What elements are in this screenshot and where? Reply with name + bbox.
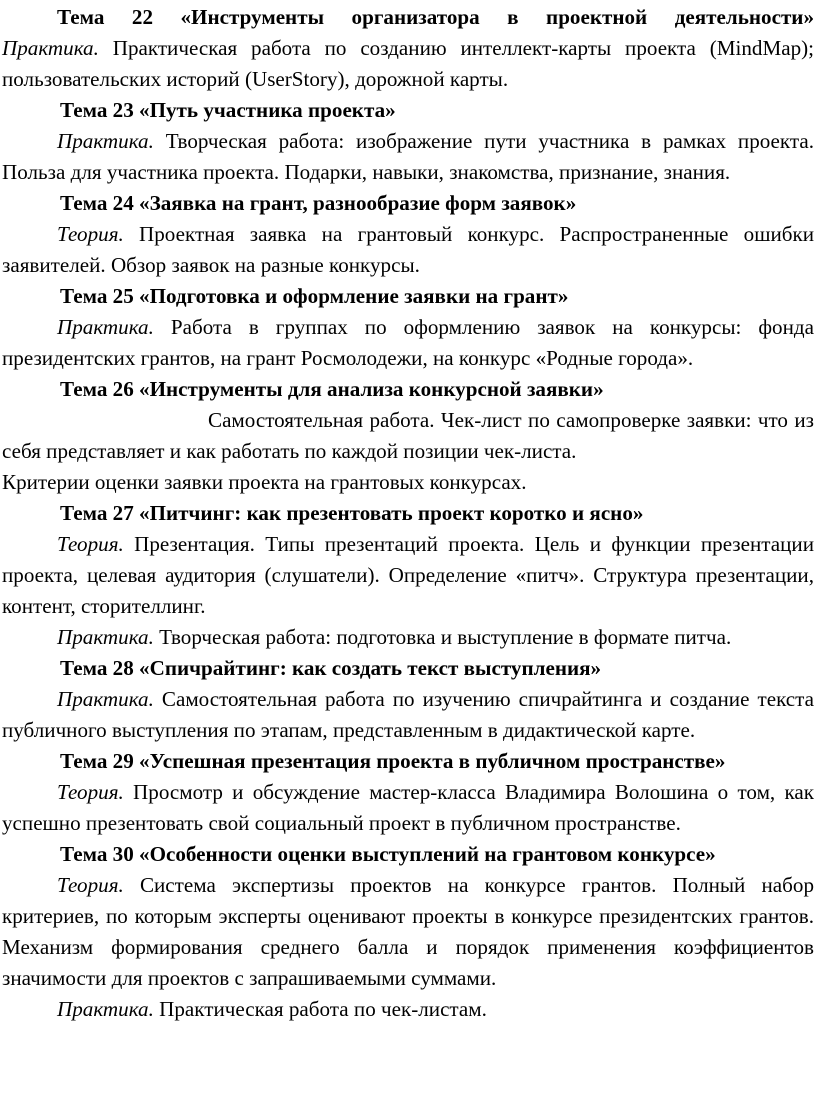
practice-label: Практика. xyxy=(57,997,154,1021)
practice-text: Творческая работа: изображение пути участника в рамках проекта. Польза для участника проекта. Подарки, навыки, знакомства, признание, знания. xyxy=(2,129,814,184)
theory-text: Презентация. Типы презентаций проекта. Цель и функции презентации проекта, целевая аудитория (слушатели). Определение «питч». Структура презентации, контент, сторителлинг. xyxy=(2,532,814,618)
topic-25-practice xyxy=(2,312,814,374)
practice-label: Практика. xyxy=(57,129,154,153)
theory-label: Теория. xyxy=(57,222,124,246)
theory-label: Теория. xyxy=(57,780,124,804)
topic-30-theory xyxy=(2,870,814,994)
topic-28-title: Тема 28 «Спичрайтинг: как создать текст выступления» xyxy=(60,656,602,680)
topic-26-title: Тема 26 «Инструменты для анализа конкурсной заявки» xyxy=(60,377,604,401)
topic-26-text-1: Самостоятельная работа. Чек-лист по самопроверке заявки: что из себя представляет и как работать по каждой позиции чек-листа. xyxy=(2,408,814,463)
topic-28-practice xyxy=(2,684,814,746)
practice-text: Работа в группах по оформлению заявок на конкурсы: фонда президентских грантов, на грант Росмолодежи, на конкурс «Родные города». xyxy=(2,315,814,370)
topic-23-practice xyxy=(2,126,814,188)
topic-22-title: Тема 22 «Инструменты организатора в проектной деятельности» xyxy=(57,5,814,29)
topic-30-practice xyxy=(2,994,814,1025)
topic-27-theory xyxy=(2,529,814,622)
topic-25-title: Тема 25 «Подготовка и оформление заявки на грант» xyxy=(60,284,569,308)
theory-text: Система экспертизы проектов на конкурсе грантов. Полный набор критериев, по которым эксперты оценивают проекты в конкурсе президентских грантов. Механизм формирования среднего балла и порядок применения коэффициентов значимости для проектов с запрашиваемыми суммами. xyxy=(2,873,814,990)
practice-label: Практика. xyxy=(2,36,99,60)
theory-text: Просмотр и обсуждение мастер-класса Владимира Волошина о том, как успешно презентовать свой социальный проект в публичном пространстве. xyxy=(2,780,814,835)
practice-text: Творческая работа: подготовка и выступление в формате питча. xyxy=(153,625,732,649)
topic-27-title: Тема 27 «Питчинг: как презентовать проект коротко и ясно» xyxy=(60,501,644,525)
practice-text: Практическая работа по чек-листам. xyxy=(153,997,487,1021)
topic-26-text-2: Критерии оценки заявки проекта на грантовых конкурсах. xyxy=(2,470,527,494)
topic-27-practice xyxy=(2,622,814,653)
theory-label: Теория. xyxy=(57,532,124,556)
topic-22-practice xyxy=(2,33,814,95)
topic-23-title: Тема 23 «Путь участника проекта» xyxy=(60,98,396,122)
practice-label: Практика. xyxy=(57,625,154,649)
topic-29-theory xyxy=(2,777,814,839)
topic-24-title: Тема 24 «Заявка на грант, разнообразие форм заявок» xyxy=(60,191,577,215)
topic-24-theory xyxy=(2,219,814,281)
practice-label: Практика. xyxy=(57,687,154,711)
theory-label: Теория. xyxy=(57,873,124,897)
theory-text: Проектная заявка на грантовый конкурс. Распространенные ошибки заявителей. Обзор заявок на разные конкурсы. xyxy=(2,222,814,277)
practice-text: Практическая работа по созданию интеллект-карты проекта (MindMap); пользовательских историй (UserStory), дорожной карты. xyxy=(2,36,814,91)
practice-label: Практика. xyxy=(57,315,154,339)
topic-30-title: Тема 30 «Особенности оценки выступлений на грантовом конкурсе» xyxy=(60,842,716,866)
topic-29-title: Тема 29 «Успешная презентация проекта в публичном пространстве» xyxy=(60,749,726,773)
practice-text: Самостоятельная работа по изучению спичрайтинга и создание текста публичного выступления по этапам, представленным в дидактической карте. xyxy=(2,687,814,742)
